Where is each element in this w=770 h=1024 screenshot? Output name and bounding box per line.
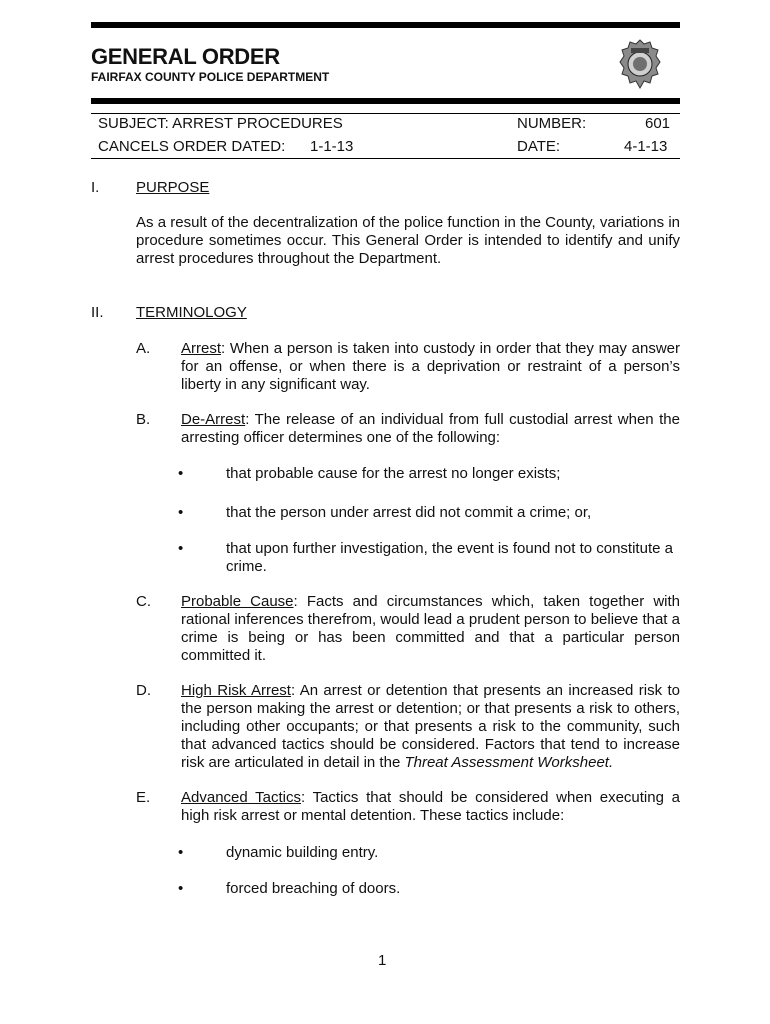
bullet-icon: • bbox=[178, 465, 184, 482]
definition-text: : The release of an individual from full custodial arrest when the arresting officer determines one of the following: bbox=[181, 411, 680, 446]
section-title-purpose: PURPOSE bbox=[136, 179, 210, 196]
definition-probable-cause bbox=[181, 593, 680, 665]
item-letter: B. bbox=[136, 411, 151, 428]
definition-text: : When a person is taken into custody in order that they may answer for an offense, or when there is a deprivation or restraint of a person’s liberty in any significant way. bbox=[181, 340, 680, 393]
term-advanced-tactics: Advanced Tactics bbox=[181, 789, 301, 806]
page-number: 1 bbox=[378, 952, 387, 969]
item-letter: D. bbox=[136, 682, 151, 699]
purpose-paragraph: As a result of the decentralization of the police function in the County, variations in procedure sometimes occur. This General Order is intended to identify and unify arrest procedures throughout the Department. bbox=[136, 214, 680, 267]
definition-text: : Facts and circumstances which, taken together with rational inferences therefrom, would lead a prudent person to believe that a crime is being or has been committed and that a particular person committed it. bbox=[181, 593, 681, 664]
number-value: 601 bbox=[645, 115, 671, 132]
worksheet-reference: Threat Assessment Worksheet. bbox=[404, 754, 614, 771]
police-badge-icon bbox=[619, 38, 661, 90]
definition-arrest bbox=[181, 340, 680, 394]
term-arrest: Arrest bbox=[181, 340, 222, 357]
bullet-item: that probable cause for the arrest no longer exists; bbox=[226, 465, 561, 482]
bullet-icon: • bbox=[178, 504, 184, 521]
term-de-arrest: De-Arrest bbox=[181, 411, 246, 428]
term-probable-cause: Probable Cause bbox=[181, 593, 294, 610]
item-letter: C. bbox=[136, 593, 151, 610]
cancels-label: CANCELS ORDER DATED: bbox=[98, 138, 286, 155]
subject-bottom-rule bbox=[91, 158, 680, 159]
bullet-item: forced breaching of doors. bbox=[226, 880, 401, 897]
cancels-value: 1-1-13 bbox=[310, 138, 354, 155]
definition-de-arrest bbox=[181, 411, 680, 447]
definition-high-risk-arrest bbox=[181, 682, 680, 772]
section-number: I. bbox=[91, 179, 100, 196]
bullet-icon: • bbox=[178, 844, 184, 861]
bullet-icon: • bbox=[178, 880, 184, 897]
bullet-item: that upon further investigation, the event is found not to constitute a crime. bbox=[226, 540, 673, 575]
top-rule bbox=[91, 22, 680, 28]
department-name: FAIRFAX COUNTY POLICE DEPARTMENT bbox=[91, 70, 330, 84]
date-label: DATE: bbox=[517, 138, 561, 155]
section-number: II. bbox=[91, 304, 104, 321]
date-value: 4-1-13 bbox=[624, 138, 668, 155]
bullet-item: dynamic building entry. bbox=[226, 844, 379, 861]
item-letter: A. bbox=[136, 340, 151, 357]
header-rule bbox=[91, 98, 680, 104]
number-label: NUMBER: bbox=[517, 115, 587, 132]
subject-label: SUBJECT: ARREST PROCEDURES bbox=[98, 115, 343, 132]
subject-top-rule bbox=[91, 113, 680, 114]
bullet-item: that the person under arrest did not commit a crime; or, bbox=[226, 504, 592, 521]
section-title-terminology: TERMINOLOGY bbox=[136, 304, 247, 321]
document-title: GENERAL ORDER bbox=[91, 44, 280, 69]
term-high-risk-arrest: High Risk Arrest bbox=[181, 682, 291, 699]
item-letter: E. bbox=[136, 789, 151, 806]
definition-text: : Tactics that should be considered when executing a high risk arrest or mental detention. These tactics include: bbox=[181, 789, 680, 824]
definition-advanced-tactics bbox=[181, 789, 680, 825]
bullet-icon: • bbox=[178, 540, 184, 557]
definition-text: : An arrest or detention that presents an increased risk to the person making the arrest or detention; or that presents a risk to others, including other occupants; or that presents a risk to the community, such that advanced tactics should be considered. Factors that tend to increase risk are articulated in detail in the bbox=[181, 682, 681, 771]
